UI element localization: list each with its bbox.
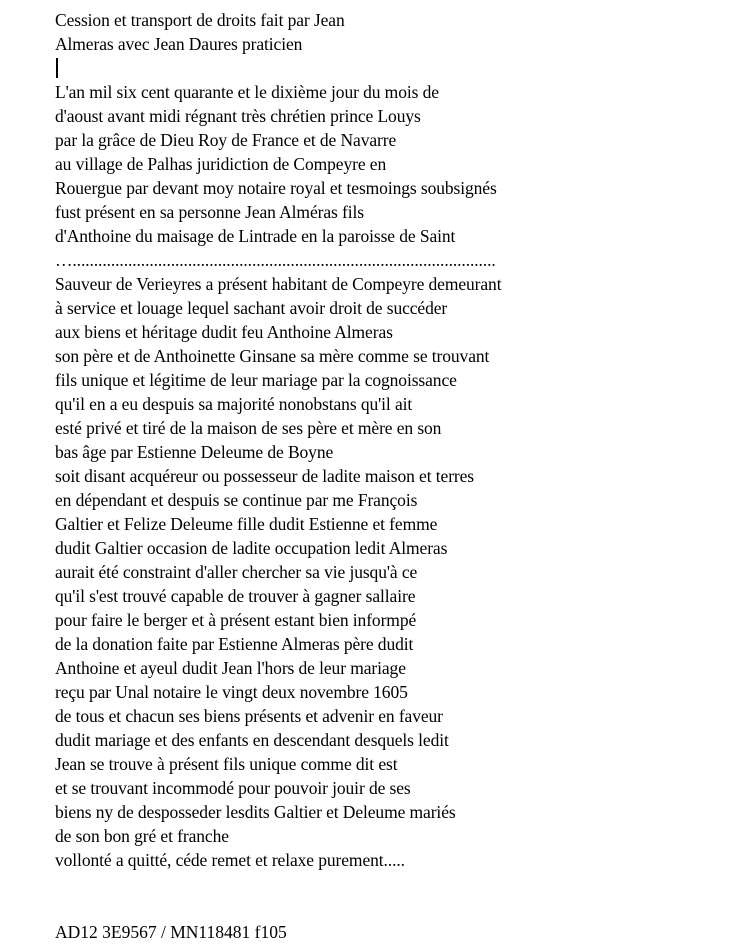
body-line: et se trouvant incommodé pour pouvoir jouir de ses (55, 778, 411, 798)
body-line: son père et de Anthoinette Ginsane sa mère comme se trouvant (55, 346, 490, 366)
body-line: Sauveur de Verieyres a présent habitant de Compeyre demeurant (55, 274, 502, 294)
body-line: à service et louage lequel sachant avoir droit de succéder (55, 298, 448, 318)
body-line: Anthoine et ayeul dudit Jean l'hors de leur mariage (55, 658, 406, 678)
body-line: qu'il s'est trouvé capable de trouver à gagner sallaire (55, 586, 416, 606)
body-line: esté privé et tiré de la maison de ses père et mère en son (55, 418, 442, 438)
body-line: bas âge par Estienne Deleume de Boyne (55, 442, 334, 462)
body-line: d'aoust avant midi régnant très chrétien prince Louys (55, 106, 421, 126)
body-line: biens ny de desposseder lesdits Galtier et Deleume mariés (55, 802, 456, 822)
ellipsis-line: …................................................................................................... (55, 250, 496, 270)
body-line: aux biens et héritage dudit feu Anthoine Almeras (55, 322, 393, 342)
body-line: qu'il en a eu despuis sa majorité nonobstans qu'il ait (55, 394, 413, 414)
text-cursor-line[interactable] (55, 56, 715, 80)
body-line: vollonté a quitté, céde remet et relaxe purement..... (55, 850, 405, 870)
title-line: Almeras avec Jean Daures praticien (55, 34, 303, 54)
transcription-text (55, 8, 715, 872)
body-line: Rouergue par devant moy notaire royal et tesmoings soubsignés (55, 178, 497, 198)
body-line: aurait été constraint d'aller chercher sa vie jusqu'à ce (55, 562, 418, 582)
body-line: de tous et chacun ses biens présents et advenir en faveur (55, 706, 443, 726)
body-line: soit disant acquéreur ou possesseur de ladite maison et terres (55, 466, 475, 486)
text-cursor (56, 58, 58, 78)
body-line: de la donation faite par Estienne Almeras père dudit (55, 634, 414, 654)
archive-reference: AD12 3E9567 / MN118481 f105 (55, 922, 287, 942)
body-line: dudit Galtier occasion de ladite occupation ledit Almeras (55, 538, 448, 558)
body-line: Galtier et Felize Deleume fille dudit Estienne et femme (55, 514, 438, 534)
body-line: L'an mil six cent quarante et le dixième jour du mois de (55, 82, 439, 102)
body-line: de son bon gré et franche (55, 826, 229, 846)
body-line: dudit mariage et des enfants en descendant desquels ledit (55, 730, 449, 750)
title-line: Cession et transport de droits fait par Jean (55, 10, 345, 30)
body-line: Jean se trouve à présent fils unique comme dit est (55, 754, 398, 774)
body-line: fils unique et légitime de leur mariage par la cognoissance (55, 370, 457, 390)
body-line: par la grâce de Dieu Roy de France et de Navarre (55, 130, 397, 150)
body-line: pour faire le berger et à présent estant bien informpé (55, 610, 417, 630)
body-line: en dépendant et despuis se continue par me François (55, 490, 418, 510)
body-line: au village de Palhas juridiction de Compeyre en (55, 154, 387, 174)
body-line: d'Anthoine du maisage de Lintrade en la paroisse de Saint (55, 226, 456, 246)
body-line: reçu par Unal notaire le vingt deux novembre 1605 (55, 682, 408, 702)
body-line: fust présent en sa personne Jean Alméras fils (55, 202, 364, 222)
